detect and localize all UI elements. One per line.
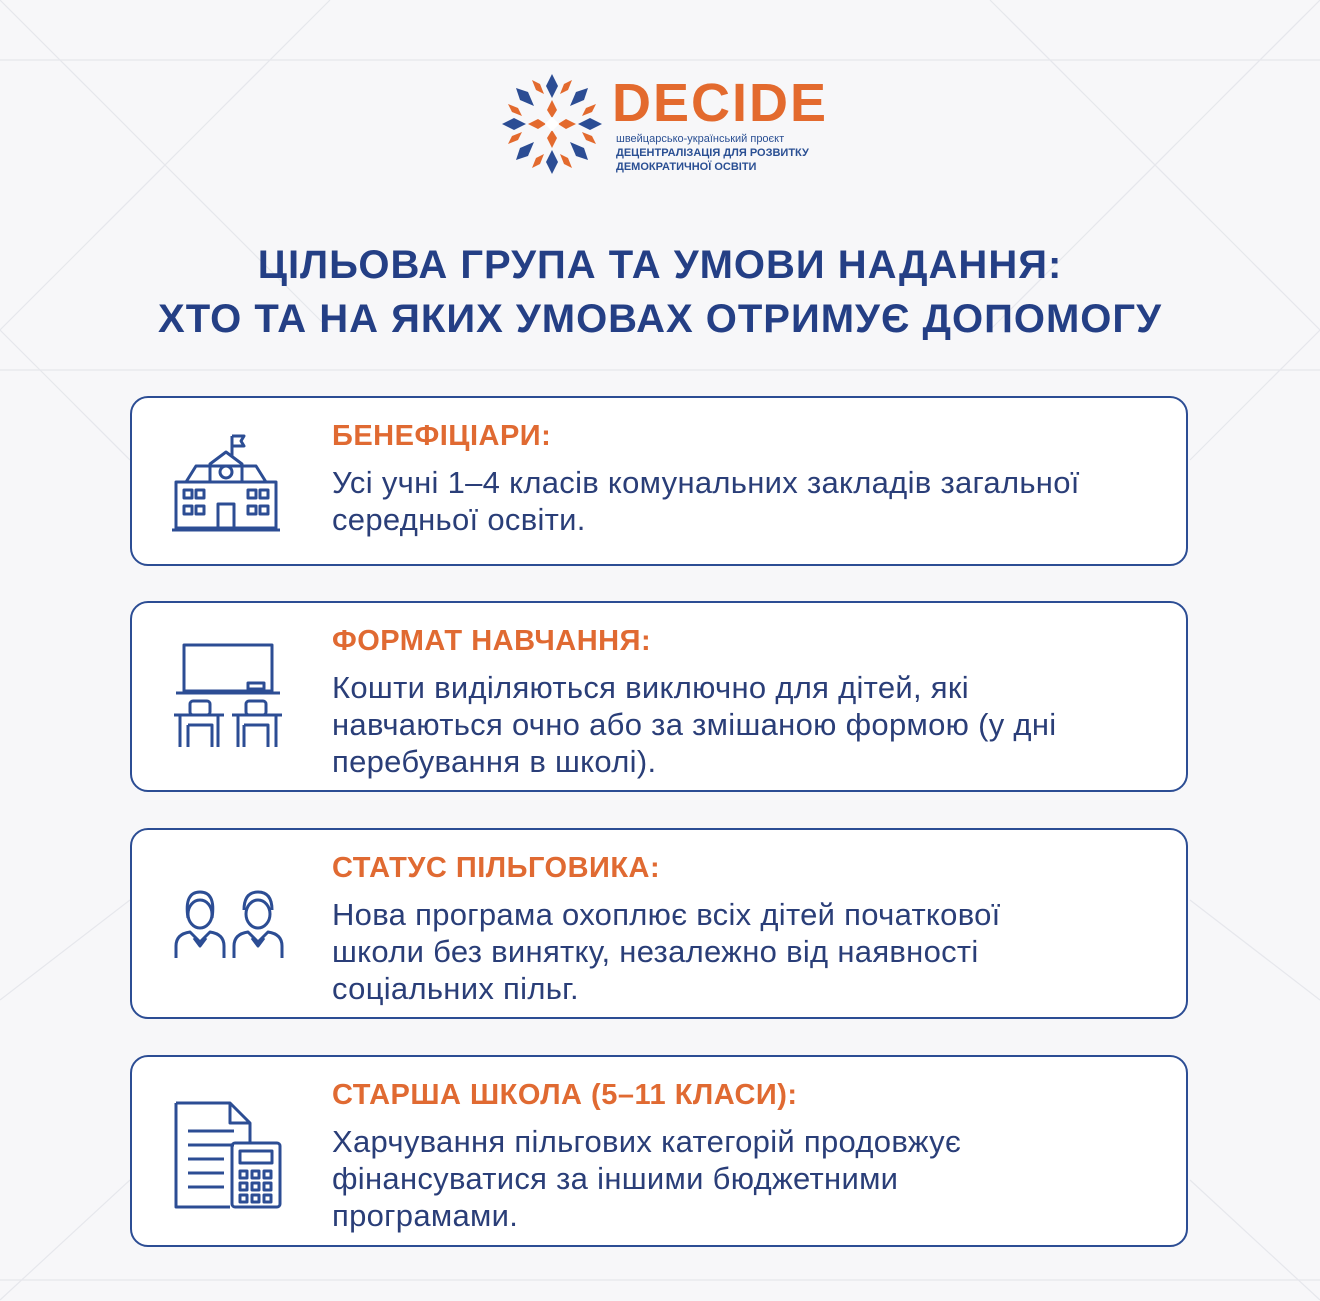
info-card-study-format [130, 601, 1188, 792]
card-body-line: Кошти виділяються виключно для дітей, які [332, 670, 969, 705]
classroom-icon [172, 643, 284, 751]
card-body-line: перебування в школі). [332, 744, 657, 779]
decide-logo [498, 70, 828, 180]
logo-wordmark: DECIDE [612, 73, 829, 133]
page-title-line1: ЦІЛЬОВА ГРУПА ТА УМОВИ НАДАННЯ: [257, 243, 1063, 287]
card-body-line: Харчування пільгових категорій продовжує [332, 1124, 962, 1159]
card-body-line: соціальних пільг. [332, 971, 579, 1006]
card-body-line: програмами. [332, 1198, 519, 1233]
snowflake-ornament-icon [498, 70, 606, 178]
card-heading: СТАТУС ПІЛЬГОВИКА: [332, 852, 661, 884]
info-card-beneficiaries [130, 396, 1188, 566]
card-heading: БЕНЕФІЦІАРИ: [332, 420, 552, 452]
card-body [332, 669, 1152, 780]
logo-tagline-line1: швейцарсько-український проєкт [616, 133, 785, 145]
card-body [332, 464, 1152, 538]
school-building-icon [172, 434, 280, 532]
info-card-benefit-status [130, 828, 1188, 1019]
info-card-senior-school [130, 1055, 1188, 1247]
card-body [332, 896, 1152, 1007]
card-body-line: школи без винятку, незалежно від наявності [332, 934, 979, 969]
card-body-line: середньої освіти. [332, 502, 586, 537]
card-body-line: Нова програма охоплює всіх дітей початкової [332, 897, 1001, 932]
card-body-line: Усі учні 1–4 класів комунальних закладів загальної [332, 465, 1080, 500]
pupils-icon [172, 888, 286, 960]
page-title-line2: ХТО ТА НА ЯКИХ УМОВАХ ОТРИМУЄ ДОПОМОГУ [158, 297, 1162, 341]
logo-tagline-line2: ДЕЦЕНТРАЛІЗАЦІЯ ДЛЯ РОЗВИТКУ [616, 147, 809, 159]
logo-tagline-line3: ДЕМОКРАТИЧНОЇ ОСВІТИ [616, 161, 757, 173]
card-body [332, 1123, 1152, 1234]
card-heading: СТАРША ШКОЛА (5–11 КЛАСИ): [332, 1079, 798, 1111]
document-calculator-icon [172, 1099, 284, 1211]
card-body-line: навчаються очно або за змішаною формою (у дні [332, 707, 1057, 742]
page-title [0, 238, 1320, 346]
card-heading: ФОРМАТ НАВЧАННЯ: [332, 625, 652, 657]
card-body-line: фінансуватися за іншими бюджетними [332, 1161, 899, 1196]
logo-tagline [616, 132, 836, 174]
